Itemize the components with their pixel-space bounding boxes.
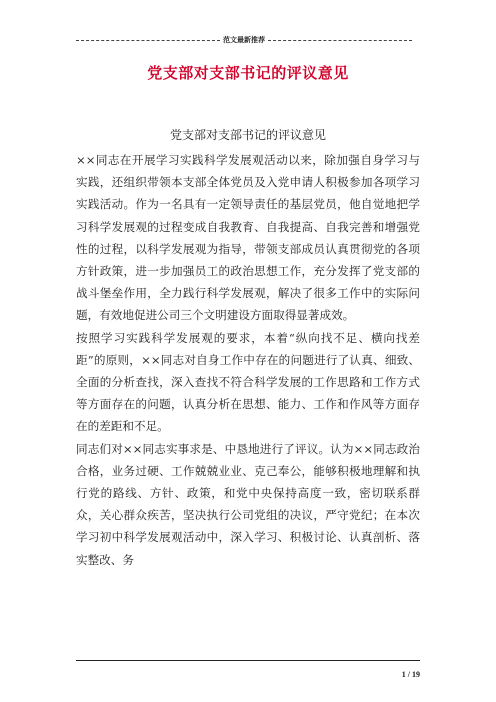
page-header <box>76 34 412 46</box>
page-number: 1 / 19 <box>401 670 420 679</box>
paragraph: 按照学习实践科学发展观的要求，本着“纵向找不足、横向找差距”的原则，××同志对自身工作中存在的问题进行了认真、细致、全面的分析查找，深入查找不符合科学发展的工作思路和工作方式等方面存在的问题，认真分析在思想、能力、工作和作风等方面存在的差距和不足。 <box>76 330 420 434</box>
paragraph: 同志们对××同志实事求是、中恳地进行了评议。认为××同志政治合格，业务过硬、工作兢兢业业、克己奉公，能够积极地理解和执行党的路线、方针、政策，和党中央保持高度一致，密切联系群众，关心群众疾苦，坚决执行公司党组的决议，严守党纪；在本次学习初中科学发展观活动中，深入学习、积极讨论、认真剖析、落实整改、务 <box>76 441 420 567</box>
document-body <box>76 149 420 571</box>
document-subtitle: 党支部对支部书记的评议意见 <box>169 128 326 142</box>
footer-rule <box>76 660 420 661</box>
paragraph: ××同志在开展学习实践科学发展观活动以来，除加强自身学习与实践，还组织带领本支部全体党员及入党申请人积极参加各项学习实践活动。作为一名具有一定领导责任的基层党员，他自觉地把学习科学发展观的过程变成自我教育、自我提高、自我完善和增强党性的过程，以科学发展观为指导，带领支部成员认真贯彻党的各项方针政策，进一步加强员工的政治思想工作，充分发挥了党支部的战斗堡垒作用，全力践行科学发展观，解决了很多工作中的实际问题，有效地促进公司三个文明建设方面取得显著成效。 <box>76 153 420 323</box>
header-dash-right <box>268 40 412 41</box>
header-label: 范文最新推荐 <box>223 35 265 44</box>
document-title: 党支部对支部书记的评议意见 <box>147 64 349 82</box>
header-dash-left <box>76 40 220 41</box>
